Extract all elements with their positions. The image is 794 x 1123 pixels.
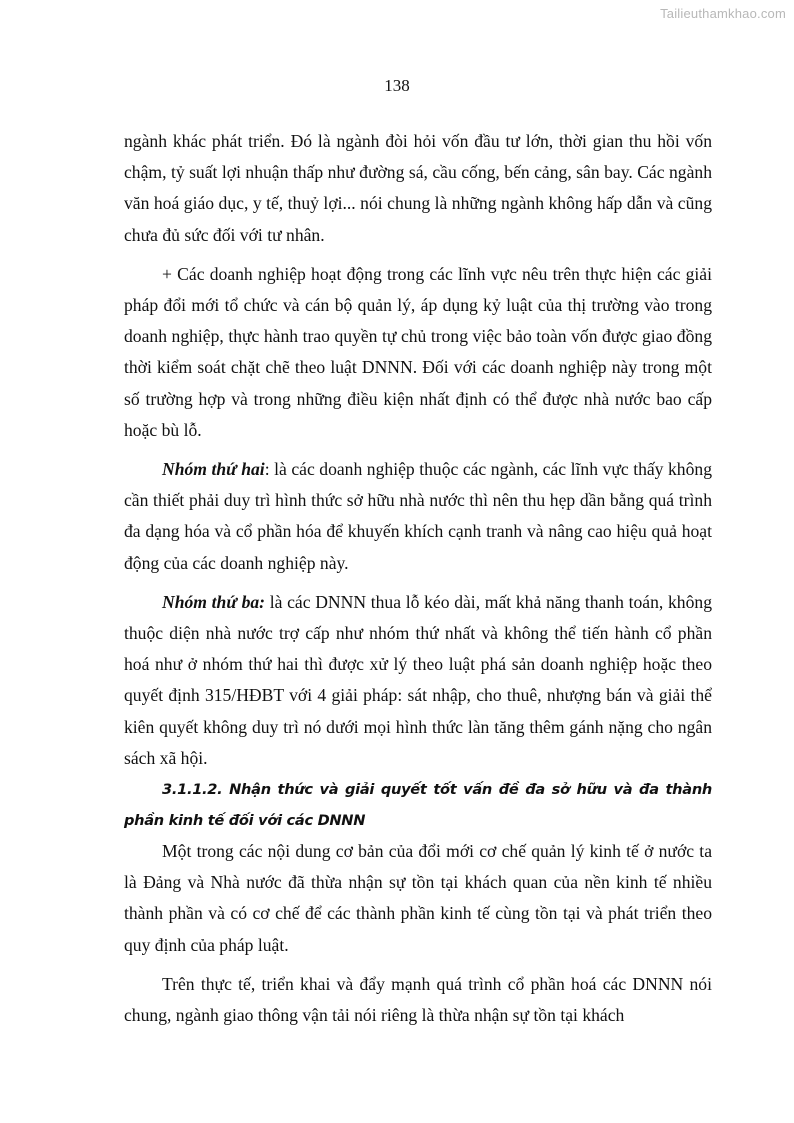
group-two-label: Nhóm thứ hai (162, 459, 265, 480)
paragraph-enterprise-solutions: + Các doanh nghiệp hoạt động trong các lĩnh vực nêu trên thực hiện các giải pháp đổi mới tổ chức và cán bộ quản lý, áp dụng kỷ luật của thị trường vào trong doanh nghiệp, thực hành trao quyền tự chủ trong việc bảo toàn vốn được giao đồng thời kiểm soát chặt chẽ theo luật DNNN. Đối với các doanh nghiệp này trong một số trường hợp và trong những điều kiện nhất định có thể được nhà nước bao cấp hoặc bù lỗ. (124, 263, 712, 440)
group-three-text: là các DNNN thua lỗ kéo dài, mất khả năng thanh toán, không thuộc diện nhà nước trợ cấp như nhóm thứ nhất và không thể tiến hành cổ phần hoá như ở nhóm thứ hai thì được xử lý theo luật phá sản doanh nghiệp hoặc theo quyết định 315/HĐBT với 4 giải pháp: sát nhập, cho thuê, nhượng bán và giải thể kiên quyết không duy trì nó dưới mọi hình thức làn tăng thêm gánh nặng cho ngân sách xã hội. (124, 591, 712, 768)
paragraph-in-practice: Trên thực tế, triển khai và đẩy mạnh quá trình cổ phần hoá các DNNN nói chung, ngành giao thông vận tải nói riêng là thừa nhận sự tồn tại khách (124, 973, 712, 1026)
paragraph-reform-content: Một trong các nội dung cơ bản của đổi mới cơ chế quản lý kinh tế ở nước ta là Đảng và Nhà nước đã thừa nhận sự tồn tại khách quan của nền kinh tế nhiều thành phần và có cơ chế để các thành phần kinh tế cùng tồn tại và phát triển theo quy định của pháp luật. (124, 841, 712, 955)
group-two-text: : là các doanh nghiệp thuộc các ngành, các lĩnh vực thấy không cần thiết phải duy trì hình thức sở hữu nhà nước thì nên thu hẹp dần bằng quá trình đa dạng hóa và cổ phần hóa để khuyến khích cạnh tranh và nâng cao hiệu quả hoạt động của các doanh nghiệp này. (124, 459, 712, 573)
paragraph-group-two (124, 454, 712, 579)
paragraph-continuation: ngành khác phát triển. Đó là ngành đòi hỏi vốn đầu tư lớn, thời gian thu hồi vốn chậm, tỷ suất lợi nhuận thấp như đường sá, cầu cống, bến cảng, sân bay. Các ngành văn hoá giáo dục, y tế, thuỷ lợi... nói chung là những ngành không hấp dẫn và cũng chưa đủ sức đối với tư nhân. (124, 131, 712, 245)
watermark: Tailieuthamkhao.com (660, 6, 786, 21)
paragraph-group-three (124, 587, 712, 774)
group-three-label: Nhóm thứ ba: (162, 591, 266, 612)
document-body (124, 126, 712, 1031)
section-heading: 3.1.1.2. Nhận thức và giải quyết tốt vấn đề đa sở hữu và đa thành phần kinh tế đối với các DNNN (124, 781, 712, 830)
page-number: 138 (384, 76, 410, 95)
